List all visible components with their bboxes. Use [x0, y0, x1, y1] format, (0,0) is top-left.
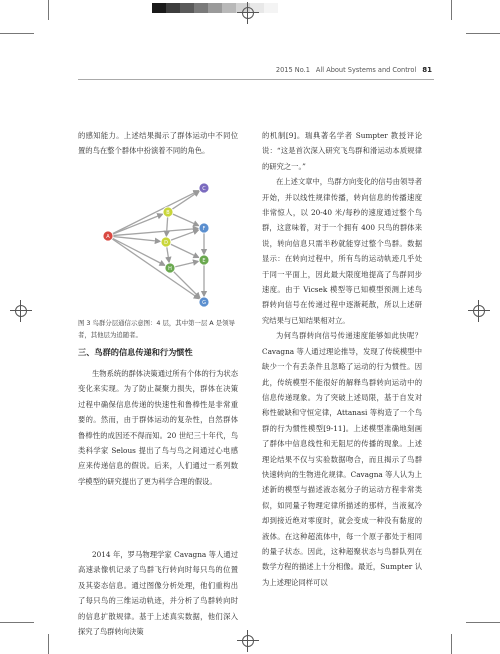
trim-mark: [48, 634, 49, 654]
node-label-E: E: [202, 258, 206, 264]
trim-mark: [466, 33, 500, 34]
registration-mark-left: [10, 300, 32, 322]
trim-mark: [48, 0, 49, 20]
figure-caption: 图 3 鸟群分层通信示意图：4 层，其中第一层 A 是领导者，其他层为追随者。: [78, 319, 235, 339]
paragraph: 生物系统的群体决策通过所有个体的行为状态变化来实现。为了防止凝聚力损失，群体在决策过程中确保信息传递的快速性和鲁棒性是非常重要的。然而，由于群体运动的复杂性，自然群体鲁棒性的成因还不得而知。20 世纪三十年代，鸟类科学家 Selous 提出了鸟与鸟之间通过心电感应来传递信息的假说。后来，人们通过一系列数学模型的研究提出了更为科学合理的假设。: [78, 369, 238, 486]
edge-H-E: [175, 261, 198, 266]
node-label-F: F: [202, 226, 206, 232]
journal-name: All About Systems and Control: [315, 66, 417, 74]
node-label-D: D: [164, 240, 168, 246]
trim-mark: [451, 634, 452, 654]
issue-label: 2015 No.1: [275, 66, 310, 74]
left-column-intro: [78, 128, 238, 159]
node-label-A: A: [106, 234, 110, 240]
registration-mark-right: [468, 300, 490, 322]
edge-H-G: [174, 272, 200, 298]
edge-A-H: [112, 238, 164, 265]
section-title: 三、鸟群的信息传递和行为惯性: [78, 347, 193, 357]
figure-hierarchy-diagram: [92, 180, 222, 315]
edge-A-G: [112, 239, 199, 299]
left-column-body-2: [78, 547, 238, 639]
trim-mark: [451, 0, 452, 20]
paragraph: 的机制[9]。瑞典著名学者 Sumpter 教授评论说：“这是首次深入研究飞鸟群和滑运动本质规律的研究之一。”: [262, 131, 422, 171]
running-head: [276, 66, 432, 74]
paragraph: 在上述文章中，鸟群方向变化的信号由领导者开始，并以线性规律传播，转向信息的传播速度非常惊人，以 20-40 米/每秒的速度通过整个鸟群，这意味着，对于一个拥有 400 只鸟的群体来说，转向信息只需半秒就能穿过整个鸟群。数据显示：在转向过程中，所有鸟的运动轨迹几乎处于同一平面上，因此最大限度地提高了鸟群同步速度。由于 Vicsek 模型等已知模型预测上述鸟群转向信号在传递过程中逐渐耗散，所以上述研究结果与已知结果相对立。: [262, 177, 422, 325]
edge-D-H: [167, 247, 169, 262]
registration-mark-bottom: [237, 630, 259, 652]
node-label-H: H: [168, 266, 172, 272]
header-rule: [78, 79, 434, 80]
edge-B-C: [172, 191, 199, 209]
color-registration-bar: [152, 3, 292, 13]
registration-mark-top: [237, 2, 259, 24]
paragraph: 为何鸟群转向信号传递速度能够如此快呢？Cavagna 等人通过理论推导，发现了传统模型中缺少一个有丢条件且忽略了运动的行为惯性。因此，传统模型不能很好的解释鸟群转向运动中的信息传递现象。为了突破上述局限，基于自发对称性破缺和守恒定律，Attanasi 等构造了一个鸟群的行为惯性模型[9-11]。上述模型准确地刻画了群体中信息线性和无阻尼的传播的现象。上述理论结果不仅与实验数据吻合，而且揭示了鸟群快速转向的生物进化规律。Cavagna 等人认为上述新的模型与描述液态氦分子的运动方程非常类似，如同量子物理定律所描述的那样，当液氦冷却到接近绝对零度时，就会变成一种没有黏度的液体。在这种超流体中，每一个原子都处于相同的量子状态。因此，这种超聚状态与鸟群队列在数学方程的描述上十分相像。最近，Sumpter 认为上述理论同样可以: [262, 331, 422, 587]
paragraph: 2014 年，罗马物理学家 Cavagna 等人通过高速录像机记录了鸟群飞行转向时每只鸟的位置及其姿态信息。通过图像分析处理，他们重构出了每只鸟的三维运动轨迹，并分析了鸟群转向时的信息扩散规律。基于上述真实数据，他们深入探究了鸟群转向決策: [78, 550, 238, 637]
edge-B-F: [173, 214, 199, 226]
edge-A-D: [113, 237, 160, 242]
edge-D-F: [171, 230, 199, 240]
left-column-body-1: [78, 366, 238, 489]
edge-A-C: [112, 191, 198, 234]
trim-mark: [466, 622, 500, 623]
node-label-B: B: [166, 210, 170, 216]
paragraph: 的感知能力。上述结果揭示了群体运动中不同位置的鸟在整个群体中扮演着不同的角色。: [78, 131, 238, 156]
page-number: 81: [422, 66, 432, 74]
node-label-G: G: [202, 300, 206, 306]
edge-D-E: [171, 244, 199, 257]
edge-B-D: [166, 217, 167, 236]
node-label-C: C: [202, 186, 206, 192]
trim-mark: [0, 33, 34, 34]
edge-A-B: [113, 214, 163, 234]
hierarchy-network-svg: [92, 180, 222, 315]
right-column: [262, 128, 422, 590]
trim-mark: [0, 622, 34, 623]
